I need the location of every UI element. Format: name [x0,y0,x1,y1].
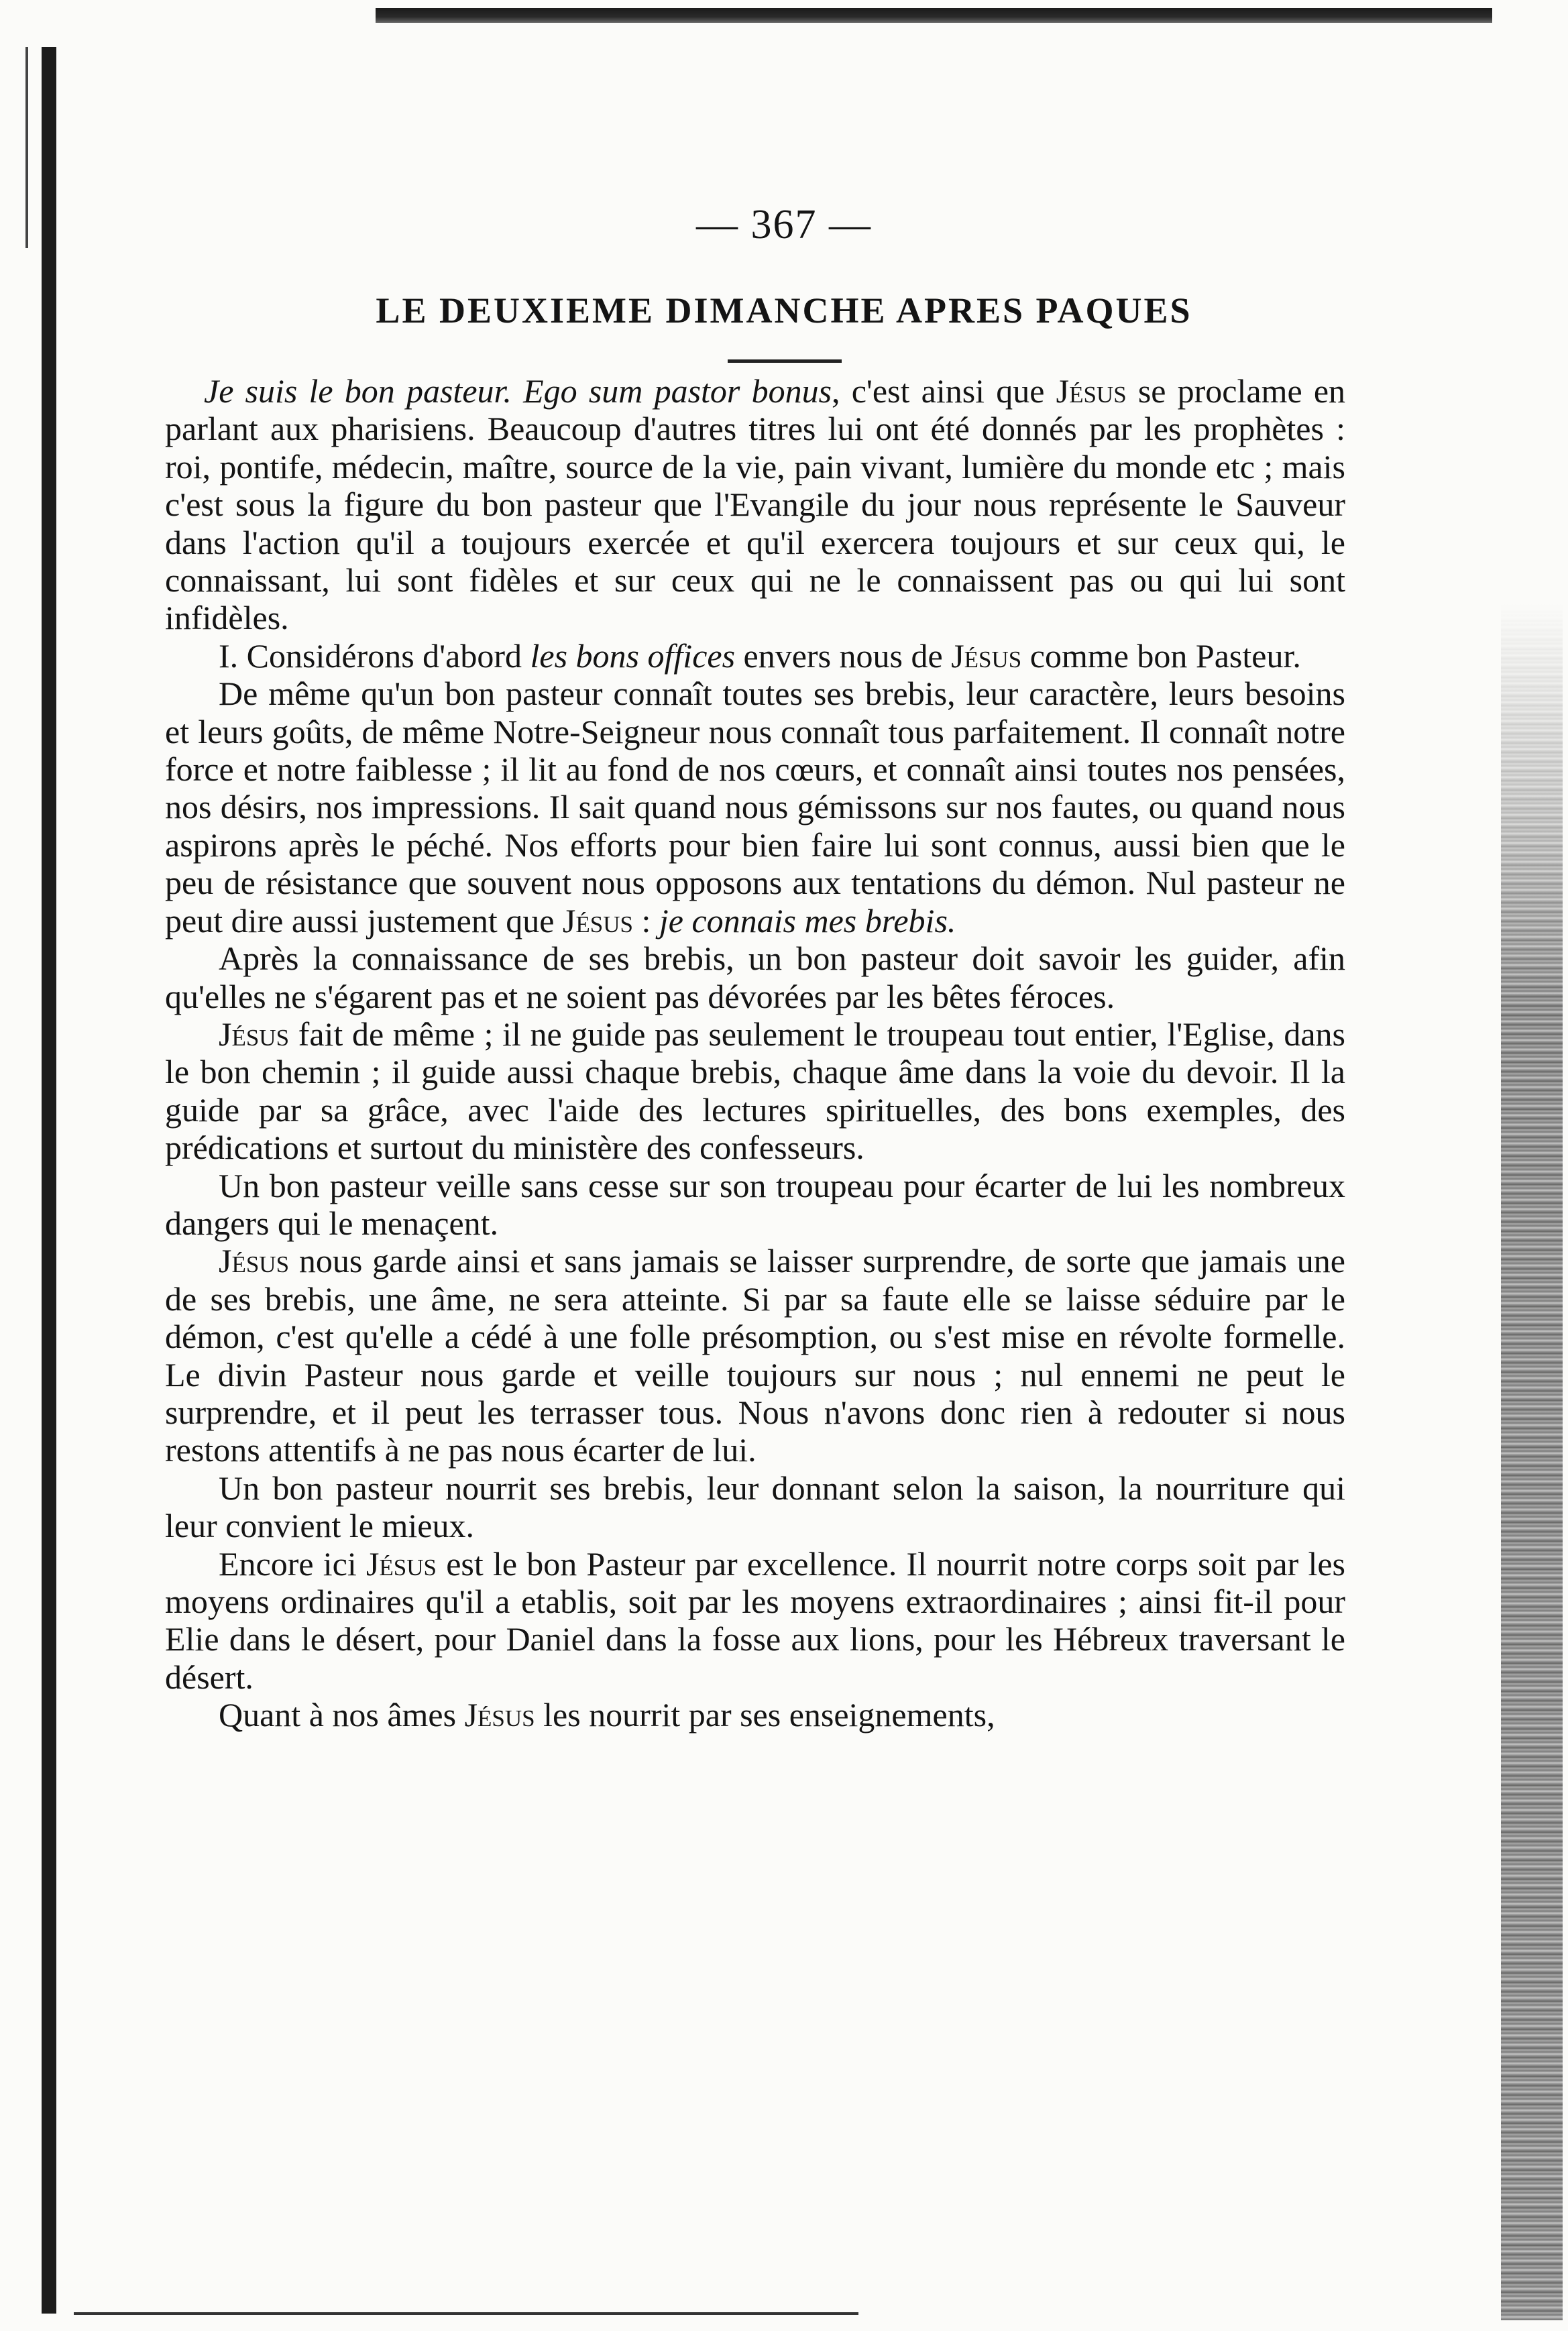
text-run: : [632,901,659,940]
chapter-title: LE DEUXIEME DIMANCHE APRES PAQUES [376,290,1192,331]
small-caps-name: Jésus [562,901,633,940]
italic-text: Je suis le bon pasteur. [204,372,512,410]
text-run: Encore ici [219,1544,366,1583]
paragraph [165,1469,1345,1545]
text-run: De même qu'un bon pasteur connaît toutes ses brebis, leur caractère, leurs besoins et leurs goûts, de même Notre-Seigneur nous connaît tous parfaitement. Il connaît notre force et notre faiblesse ; il lit au fond de nos cœurs, et connaît ainsi toutes nos pensées, nos désirs, nos impressions. Il sait quand nous gémissons sur nos fautes, ou quand nous aspirons après le péché. Nos efforts pour bien faire lui sont connus, aussi bien que le peu de résistance que souvent nous opposons aux tentations du démon. Nul pasteur ne peut dire aussi justement que [165,675,1345,940]
bottom-border-rule [74,2312,858,2315]
title-underline-rule [728,359,842,363]
text-run: Après la connaissance de ses brebis, un bon pasteur doit savoir les guider, afin qu'elles ne s'égarent pas et ne soient pas dévorées par les bêtes féroces. [165,940,1345,1015]
small-caps-name: Jésus [1056,372,1127,410]
text-run: Quant à nos âmes [219,1696,465,1734]
page-number: — 367 — [696,202,872,247]
text-run: fait de même ; il ne guide pas seulement le troupeau tout entier, l'Eglise, dans le bon chemin ; il guide aussi chaque brebis, chaque âme dans la voie du devoir. Il la guide par sa grâce, avec l'aide des lectures spirituelles, des bons exemples, des prédications et surtout du ministère des confesseurs. [165,1015,1345,1167]
italic-text: Ego sum pastor bonus [523,372,832,410]
paragraph [165,675,1345,940]
paragraph [165,1015,1345,1167]
text-run: , c'est ainsi que [832,372,1056,410]
text-run: envers nous de [735,636,952,675]
small-caps-name: Jésus [951,636,1022,675]
text-run: est le bon Pasteur par excellence. Il nourrit notre corps soit par les moyens ordinaires qu'il a etablis, soit par les moyens extraordinaires ; ainsi fit-il pour Elie dans le désert, pour Daniel dans la fosse aux lions, pour les Hébreux traversant le désert. [165,1544,1345,1696]
small-caps-name: Jésus [219,1242,290,1280]
paragraph [165,637,1345,675]
small-caps-name: Jésus [219,1015,290,1053]
text-run: I. Considérons d'abord [219,636,530,675]
paragraph [165,1696,1345,1733]
body-text [165,372,1345,1734]
text-run: les nourrit par ses enseignements, [535,1696,995,1734]
small-caps-name: Jésus [464,1696,535,1734]
small-caps-name: Jésus [366,1544,437,1583]
text-run: nous garde ainsi et sans jamais se laisser surprendre, de sorte que jamais une de ses brebis, une âme, ne sera atteinte. Si par sa faute elle se laisse séduire par le démon, c'est qu'elle a cédé à une folle présomption, ou s'est mise en révolte formelle. Le divin Pasteur nous garde et veille toujours sur nous ; nul ennemi ne peut le surprendre, et il peut les terrasser tous. Nous n'avons donc rien à redouter si nous restons attentifs à ne pas nous écarter de lui. [165,1242,1345,1469]
italic-text: je connais mes brebis. [659,901,956,940]
text-run: comme bon Pasteur. [1021,636,1301,675]
left-border-rule [42,47,56,2314]
italic-text: les bons offices [530,636,736,675]
text-run: Un bon pasteur veille sans cesse sur son troupeau pour écarter de lui les nombreux dangers qui le menaçent. [165,1166,1345,1242]
paragraph [165,372,1345,637]
right-scan-edge-fade [1501,604,1563,1006]
paragraph [165,1545,1345,1697]
paragraph [165,940,1345,1015]
text-run [512,372,523,410]
paragraph [165,1167,1345,1243]
text-run: se proclame en parlant aux pharisiens. Beaucoup d'autres titres lui ont été donnés par les prophètes : roi, pontife, médecin, maître, source de la vie, pain vivant, lumière du monde etc ; mais c'est sous la figure du bon pasteur que l'Evangile du jour nous représente le Sauveur dans l'action qu'il a toujours exercée et qu'il exercera toujours et sur ceux qui, le connaissant, lui sont fidèles et sur ceux qui ne le connaissent pas ou qui lui sont infidèles. [165,372,1346,637]
paragraph [165,1242,1345,1469]
top-border-rule [376,8,1492,23]
text-run: Un bon pasteur nourrit ses brebis, leur donnant selon la saison, la nourriture qui leur convient le mieux. [165,1469,1345,1545]
